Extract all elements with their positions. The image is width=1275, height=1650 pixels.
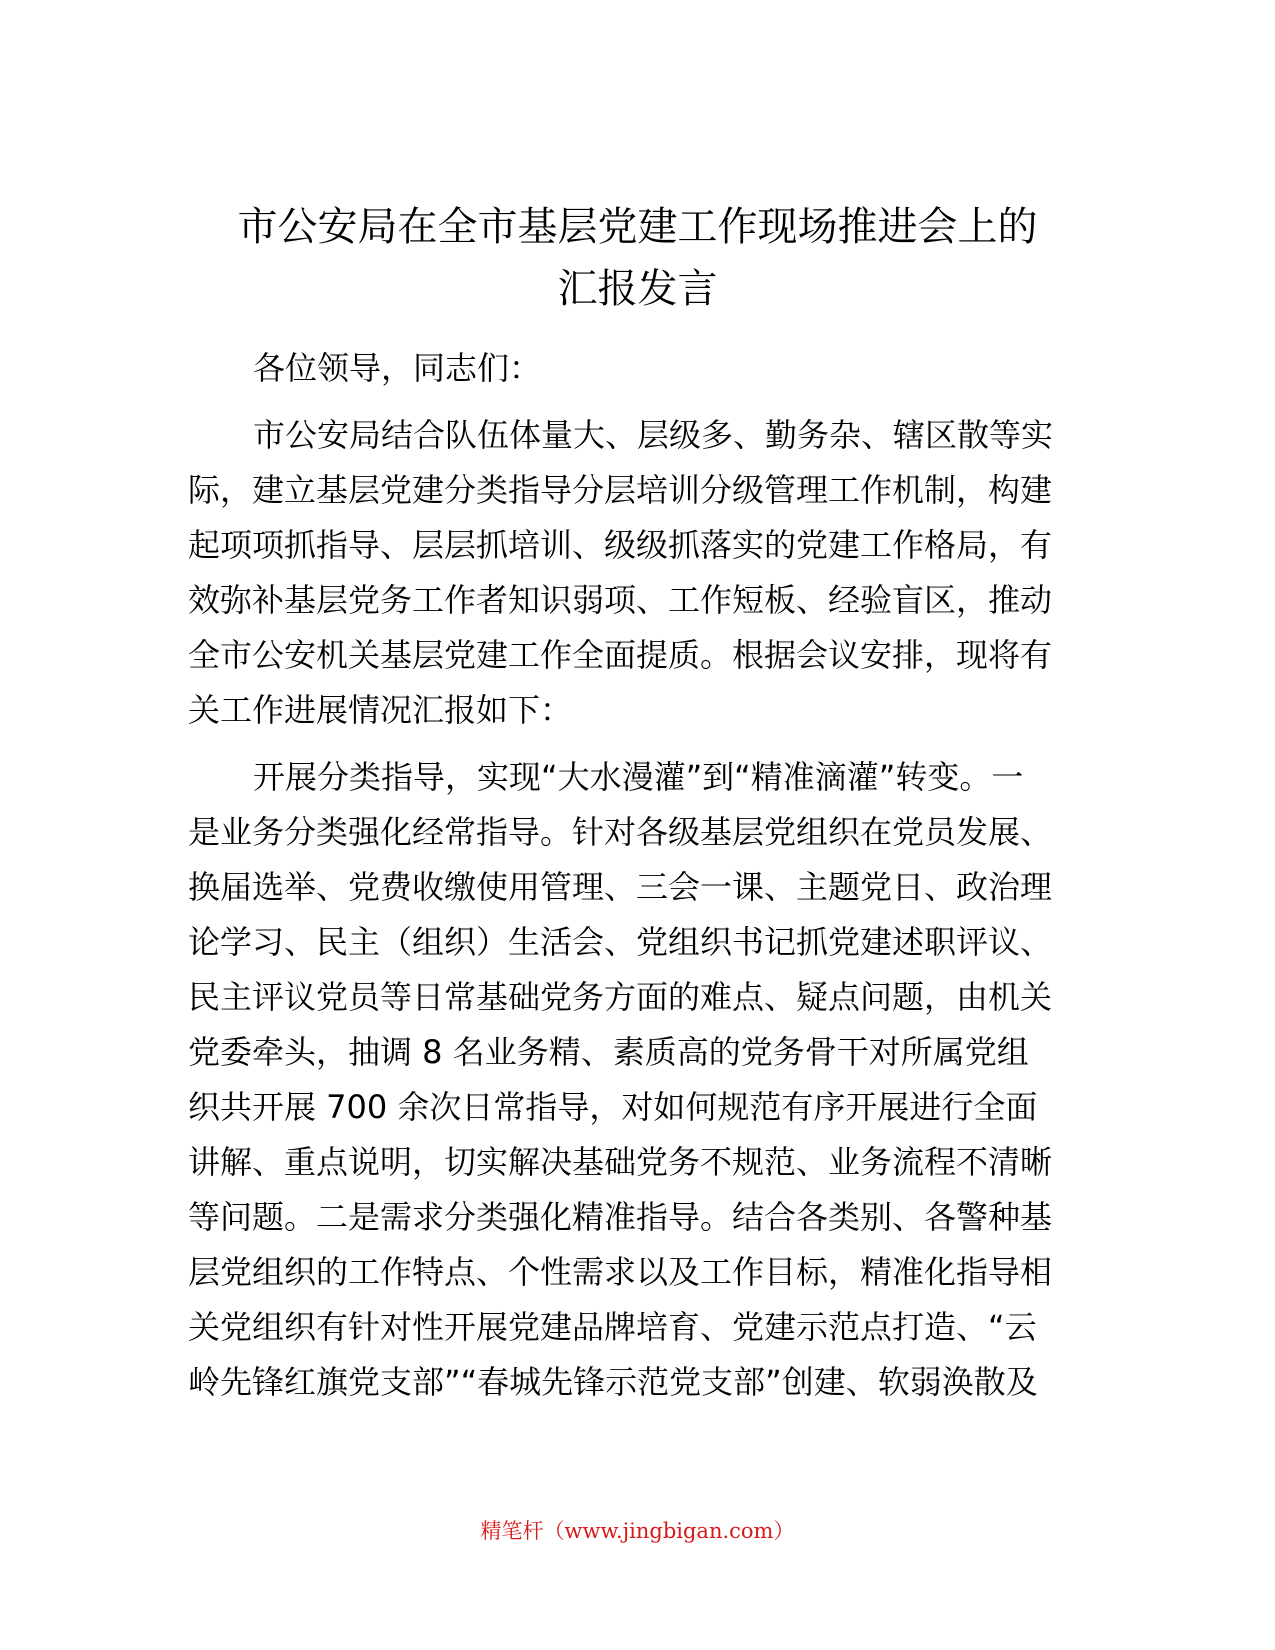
- body-line: 市公安局结合队伍体量大、层级多、勤务杂、辖区散等实: [253, 416, 1054, 454]
- body-line: 关工作进展情况汇报如下：: [188, 691, 573, 729]
- body-line: 织共开展 700 余次日常指导，对如何规范有序开展进行全面: [188, 1088, 1038, 1126]
- body-line: 全市公安机关基层党建工作全面提质。根据会议安排，现将有: [188, 636, 1053, 674]
- title-line-2: 汇报发言: [557, 266, 718, 312]
- body-line: 换届选举、党费收缴使用管理、三会一课、主题党日、政治理: [188, 868, 1053, 906]
- body-line: 起项项抓指导、层层抓培训、级级抓落实的党建工作格局，有: [188, 526, 1053, 564]
- body-line: 岭先锋红旗党支部”“春城先锋示范党支部”创建、软弱涣散及: [188, 1363, 1038, 1401]
- body-line: 是业务分类强化经常指导。针对各级基层党组织在党员发展、: [188, 813, 1053, 851]
- body-line: 论学习、民主（组织）生活会、党组织书记抓党建述职评议、: [188, 923, 1053, 961]
- body-line: 党委牵头，抽调 8 名业务精、素质高的党务骨干对所属党组: [188, 1033, 1029, 1071]
- footer-watermark-link[interactable]: 精笔杆（www.jingbigan.com）: [480, 1519, 795, 1543]
- title-line-1: 市公安局在全市基层党建工作现场推进会上的: [237, 204, 1038, 250]
- body-line: 等问题。二是需求分类强化精准指导。结合各类别、各警种基: [188, 1198, 1053, 1236]
- salutation: 各位领导，同志们：: [253, 349, 542, 387]
- body-line: 民主评议党员等日常基础党务方面的难点、疑点问题，由机关: [188, 978, 1053, 1016]
- body-line: 讲解、重点说明，切实解决基础党务不规范、业务流程不清晰: [188, 1143, 1053, 1181]
- document-title: [150, 196, 1125, 320]
- body-line: 效弥补基层党务工作者知识弱项、工作短板、经验盲区，推动: [188, 581, 1053, 619]
- body-line: 层党组织的工作特点、个性需求以及工作目标，精准化指导相: [188, 1253, 1053, 1291]
- body-line: 关党组织有针对性开展党建品牌培育、党建示范点打造、“云: [188, 1308, 1037, 1346]
- body-line: 际，建立基层党建分类指导分层培训分级管理工作机制，构建: [188, 471, 1053, 509]
- body-line: 开展分类指导，实现“大水漫灌”到“精准滴灌”转变。一: [253, 758, 1024, 796]
